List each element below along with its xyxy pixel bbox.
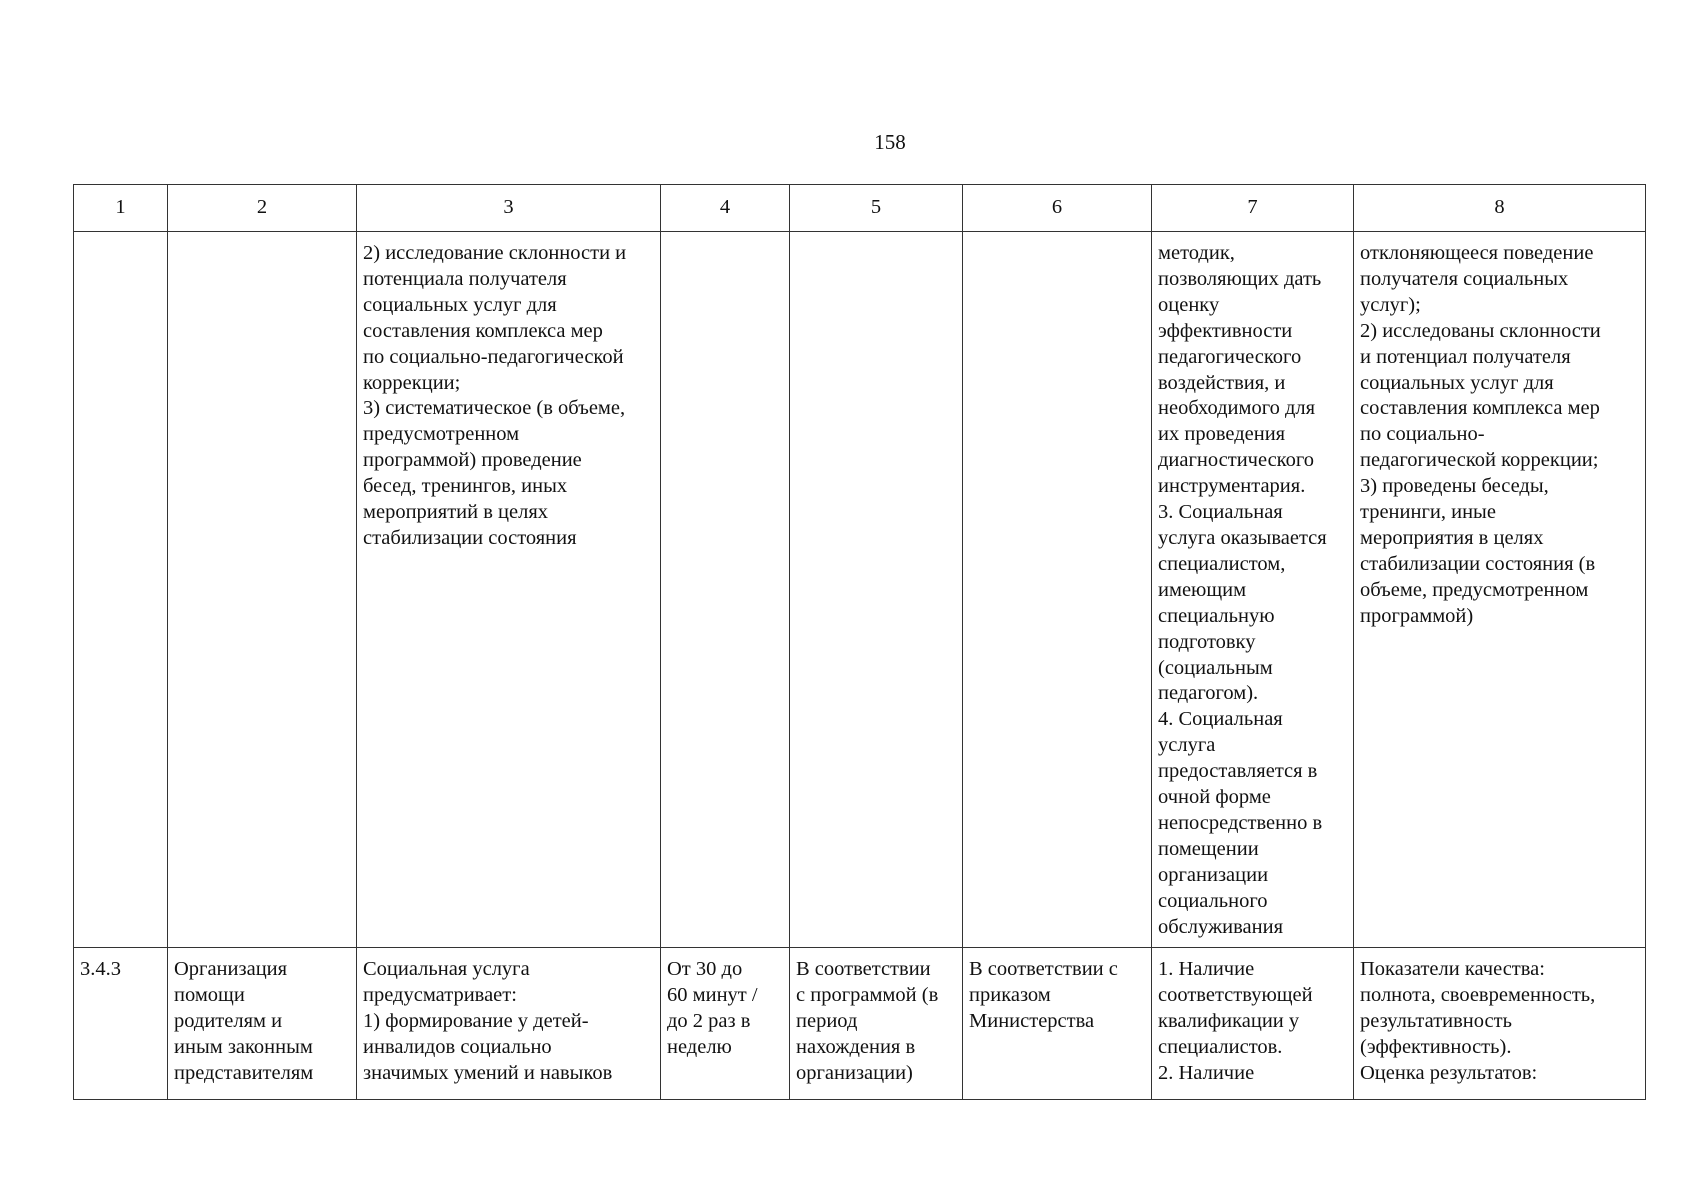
cell-description: 2) исследование склонности и потенциала получателя социальных услуг для составления комплекса мер по социально-педагогической коррекции; 3) систематическое (в объеме, предусмотренном программой) проведение бесед, тренингов, иных мероприятий в целях стабилизации состояния [357,232,661,948]
table-row [74,232,1646,948]
cell-conditions: 1. Наличие соответствующей квалификации у специалистов. 2. Наличие [1152,948,1354,1100]
cell-duration: От 30 до 60 минут / до 2 раз в неделю [661,948,790,1100]
column-header: 1 [74,185,168,232]
column-header: 4 [661,185,790,232]
services-table [73,184,1646,1100]
column-header: 3 [357,185,661,232]
cell-conditions: методик, позволяющих дать оценку эффективности педагогического воздействия, и необходимого для их проведения диагностического инструментария. 3. Социальная услуга оказывается специалистом, имеющим специальную подготовку (социальным педагогом). 4. Социальная услуга предоставляется в очной форме непосредственно в помещении организации социального обслуживания [1152,232,1354,948]
cell-service-name [168,232,357,948]
cell-number: 3.4.3 [74,948,168,1100]
page-number: 158 [874,130,906,154]
cell-quality: отклоняющееся поведение получателя социальных услуг); 2) исследованы склонности и потенциал получателя социальных услуг для составления комплекса мер по социально- педагогической коррекции; 3) проведены беседы, тренинги, иные мероприятия в целях стабилизации состояния (в объеме, предусмотренном программой) [1354,232,1646,948]
cell-schedule: В соответствии с программой (в период нахождения в организации) [790,948,963,1100]
cell-duration [661,232,790,948]
cell-service-name: Организация помощи родителям и иным законным представителям [168,948,357,1100]
cell-cost [963,232,1152,948]
cell-cost: В соответствии с приказом Министерства [963,948,1152,1100]
cell-quality: Показатели качества: полнота, своевременность, результативность (эффективность). Оценка результатов: [1354,948,1646,1100]
cell-schedule [790,232,963,948]
cell-number [74,232,168,948]
column-header: 8 [1354,185,1646,232]
column-header: 7 [1152,185,1354,232]
column-header: 5 [790,185,963,232]
table-header-row [74,185,1646,232]
column-header: 6 [963,185,1152,232]
cell-description: Социальная услуга предусматривает: 1) формирование у детей- инвалидов социально значимых умений и навыков [357,948,661,1100]
column-header: 2 [168,185,357,232]
table-row [74,948,1646,1100]
